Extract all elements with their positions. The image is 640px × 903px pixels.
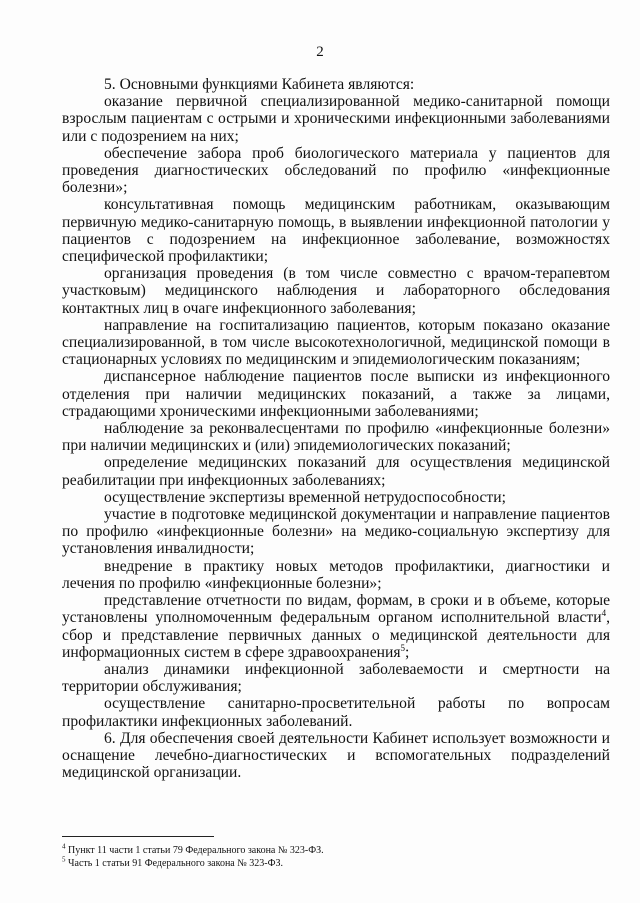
reporting-text-part3: ;	[405, 643, 410, 661]
paragraph-function: обеспечение забора проб биологического материала у пациентов для проведения диагностических обследований по профилю «инфекционные болезни»;	[62, 144, 610, 197]
document-body	[62, 76, 610, 781]
page-number: 2	[316, 44, 324, 60]
paragraph-function: консультативная помощь медицинским работникам, оказывающим первичную медико-санитарную помощь, в выявлении инфекционной патологии у пациентов с подозрением на инфекционное заболевание, возможностях специфической профилактики;	[62, 196, 610, 266]
paragraph-function: определение медицинских показаний для осуществления медицинской реабилитации при инфекционных заболеваниях;	[62, 454, 610, 489]
footnote-ref-4: 4	[601, 608, 607, 619]
reporting-text-part2: , сбор и представление первичных данных о медицинской деятельности для информационных систем в сфере здравоохранения	[62, 609, 610, 661]
paragraph-function: осуществление экспертизы временной нетрудоспособности;	[104, 488, 506, 506]
paragraph-section-6: 6. Для обеспечения своей деятельности Кабинет использует возможности и оснащение лечебно-диагностических и вспомогательных подразделений медицинской организации.	[62, 729, 610, 782]
paragraph-function: организация проведения (в том числе совместно с врачом-терапевтом участковым) медицинского наблюдения и лабораторного обследования контактных лиц в очаге инфекционного заболевания;	[62, 265, 610, 317]
paragraph-section-5-heading: 5. Основными функциями Кабинета являются:	[104, 76, 415, 93]
footnote-mark: 4	[62, 842, 66, 851]
footnote-4	[62, 842, 622, 857]
footnote-5	[62, 855, 622, 870]
paragraph-function: направление на госпитализацию пациентов, которым показано оказание специализированной, в том числе высокотехнологичной, медицинской помощи в стационарных условиях по медицинским и эпидемиологическим показаниям;	[62, 316, 610, 369]
footnote-separator	[62, 836, 214, 837]
footnote-mark: 5	[62, 855, 66, 864]
paragraph-function: участие в подготовке медицинской документации и направление пациентов по профилю «инфекционные болезни» на медико-социальную экспертизу для установления инвалидности;	[62, 506, 610, 558]
footnote-text: Часть 1 статьи 91 Федерального закона № 323-ФЗ.	[65, 858, 284, 869]
paragraph-function: наблюдение за реконвалесцентами по профилю «инфекционные болезни» при наличии медицинских и (или) эпидемиологических показаний;	[62, 420, 610, 455]
paragraph-function: анализ динамики инфекционной заболеваемости и смертности на территории обслуживания;	[62, 660, 610, 696]
paragraph-function: оказание первичной специализированной медико-санитарной помощи взрослым пациентам с острыми и хроническими инфекционными заболеваниями или с подозрением на них;	[62, 93, 610, 145]
paragraph-function: осуществление санитарно-просветительной работы по вопросам профилактики инфекционных заболеваний.	[62, 695, 610, 730]
paragraph-function: диспансерное наблюдение пациентов после выписки из инфекционного отделения при наличии медицинских показаний, а также за лицами, страдающими хроническими инфекционными заболеваниями;	[62, 368, 610, 420]
paragraph-function-reporting	[62, 592, 610, 661]
footnote-ref-5: 5	[400, 642, 406, 653]
paragraph-function: внедрение в практику новых методов профилактики, диагностики и лечения по профилю «инфекционные болезни»;	[62, 557, 610, 592]
reporting-text-part1: представление отчетности по видам, формам, в сроки и в объеме, которые установлены уполномоченным федеральным органом исполнительной власти	[62, 592, 610, 627]
footnote-text: Пункт 11 части 1 статьи 79 Федерального закона № 323-ФЗ.	[65, 845, 324, 856]
